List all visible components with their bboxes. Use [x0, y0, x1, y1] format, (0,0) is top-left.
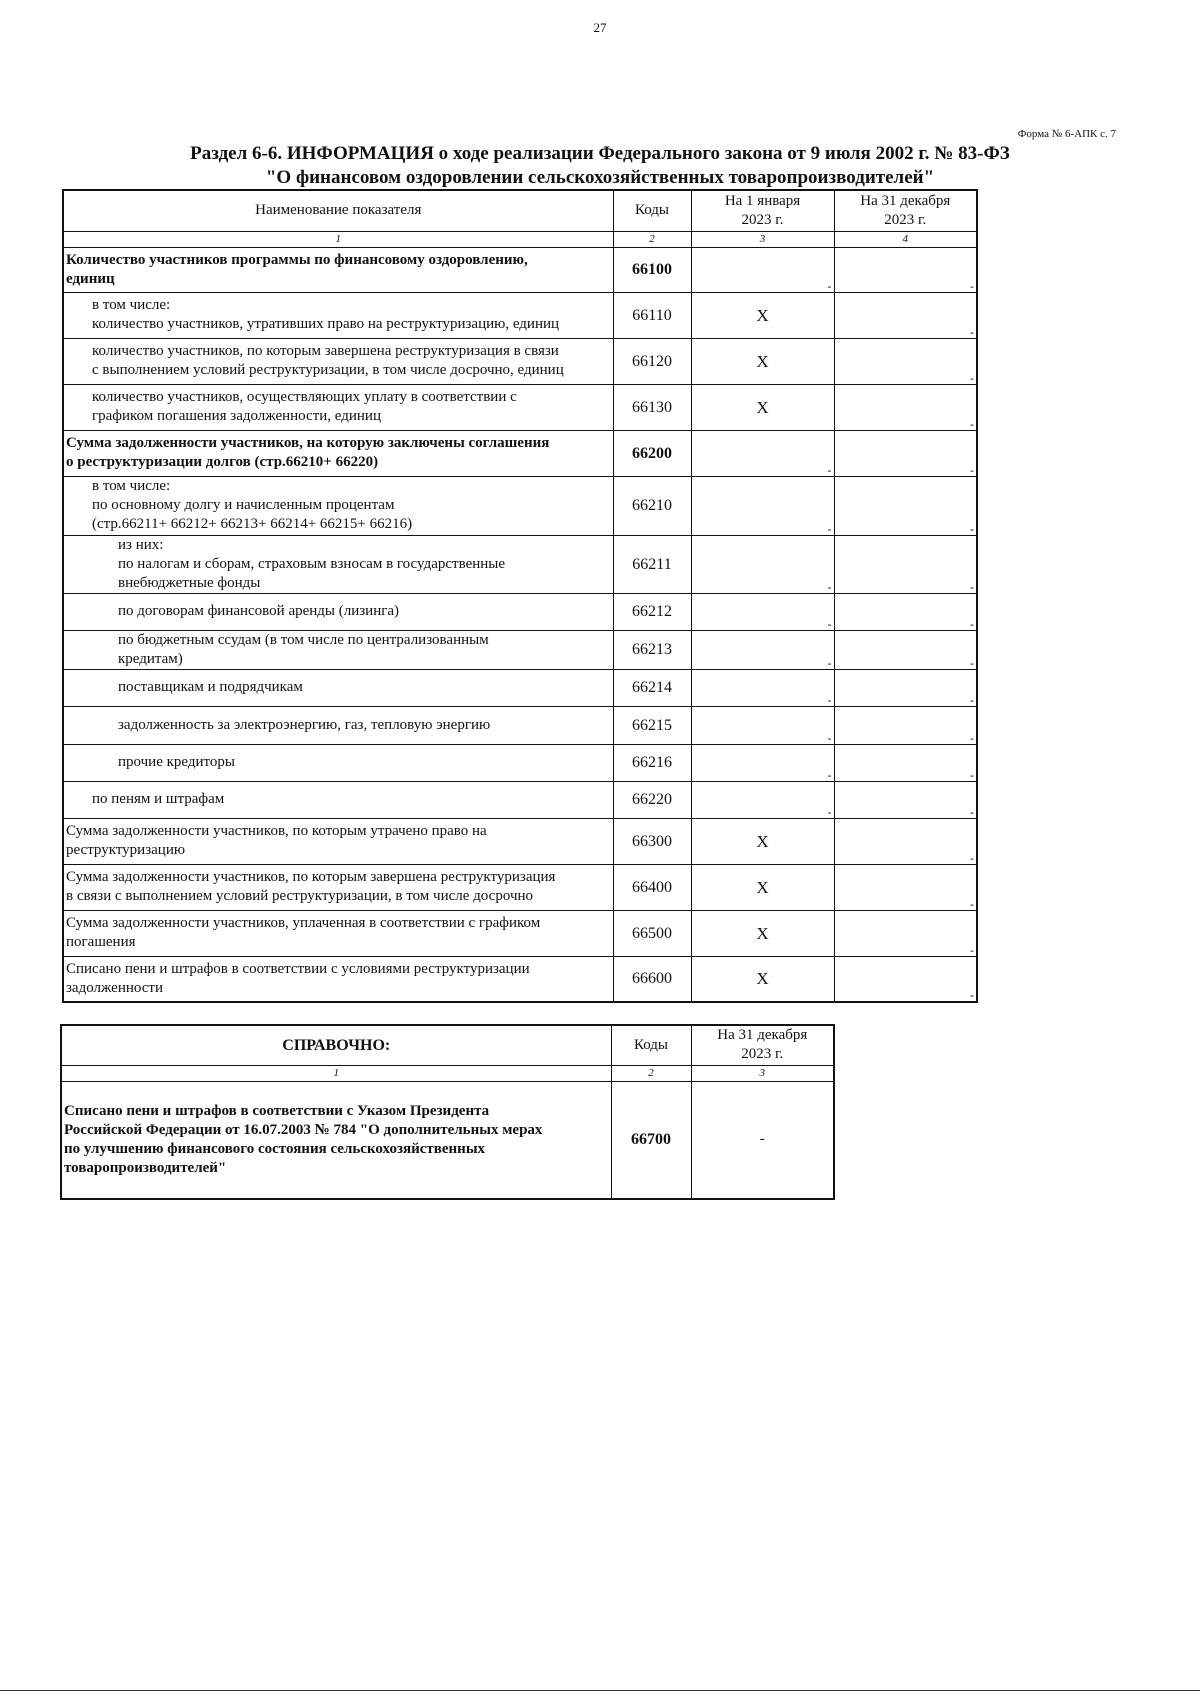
value-cell-jan1: X [691, 910, 834, 956]
row-code: 66100 [613, 247, 691, 292]
row-name-line: погашения [66, 934, 136, 950]
row-code: 66211 [613, 535, 691, 593]
value-cell-jan1: X [691, 956, 834, 1002]
value-cell-jan1[interactable] [691, 247, 834, 292]
table-row [63, 706, 977, 744]
value-cell-dec31[interactable] [834, 669, 977, 706]
ref-column-number-row [61, 1065, 834, 1081]
value-cell-jan1: X [691, 864, 834, 910]
row-name-line: количество участников, осуществляющих уплату в соответствии с [92, 389, 517, 405]
row-name-line: количество участников, утративших право на реструктуризацию, единиц [92, 316, 560, 332]
row-name-line: по бюджетным ссудам (в том числе по централизованным [118, 631, 489, 648]
ref-row-name-line: Российской Федерации от 16.07.2003 № 784 "О дополнительных мерах [64, 1121, 543, 1138]
row-name-line: в том числе: [92, 297, 171, 313]
row-name [63, 669, 613, 706]
row-name-line: прочие кредиторы [118, 754, 235, 770]
row-code: 66130 [613, 384, 691, 430]
row-code: 66212 [613, 593, 691, 630]
value-cell-dec31[interactable] [834, 476, 977, 535]
row-name [63, 292, 613, 338]
row-name-line: Сумма задолженности участников, уплаченная в соответствии с графиком [66, 915, 541, 931]
row-name [63, 593, 613, 630]
section-title-line1: Раздел 6-6. ИНФОРМАЦИЯ о ходе реализации Федерального закона от 9 июля 2002 г. № 83-ФЗ [190, 143, 1010, 164]
value-cell-jan1[interactable] [691, 593, 834, 630]
row-name [63, 818, 613, 864]
table-row [63, 476, 977, 535]
row-name-line: Количество участников программы по финансовому оздоровлению, [66, 251, 528, 268]
value-cell-jan1[interactable] [691, 630, 834, 669]
value-cell-dec31[interactable] [834, 864, 977, 910]
ref-row-name [61, 1081, 611, 1199]
row-name-line: Списано пени и штрафов в соответствии с условиями реструктуризации [66, 960, 530, 977]
value-cell-jan1[interactable] [691, 430, 834, 476]
table-row [63, 292, 977, 338]
row-name-line: в связи с выполнением условий реструктуризации, в том числе досрочно [66, 888, 534, 904]
column-number: 1 [63, 231, 613, 247]
ref-header-dec31-line2: 2023 г. [741, 1046, 784, 1063]
value-cell-dec31[interactable] [834, 535, 977, 593]
ref-header-row [61, 1025, 834, 1065]
row-name [63, 338, 613, 384]
table-row [63, 338, 977, 384]
value-cell-jan1: X [691, 338, 834, 384]
row-code: 66220 [613, 781, 691, 818]
value-cell-dec31[interactable] [834, 630, 977, 669]
value-cell-dec31[interactable] [834, 292, 977, 338]
row-name [63, 430, 613, 476]
header-jan1-line2: 2023 г. [741, 211, 784, 228]
row-name-line: по налогам и сборам, страховым взносам в государственные [118, 555, 506, 572]
row-code: 66214 [613, 669, 691, 706]
row-name [63, 781, 613, 818]
value-cell-dec31[interactable] [834, 593, 977, 630]
row-name-line: количество участников, по которым завершена реструктуризация в связи [92, 343, 559, 359]
table-row [63, 744, 977, 781]
ref-header-dec31-line1: На 31 декабря [717, 1027, 808, 1044]
value-cell-jan1[interactable] [691, 744, 834, 781]
row-name-line: Сумма задолженности участников, на которую заключены соглашения [66, 435, 550, 451]
value-cell-dec31[interactable] [834, 706, 977, 744]
row-code: 66400 [613, 864, 691, 910]
row-name-line: по основному долгу и начисленным процентам [92, 497, 395, 513]
value-cell-jan1[interactable] [691, 669, 834, 706]
row-name [63, 630, 613, 669]
row-name [63, 864, 613, 910]
value-cell-dec31[interactable] [834, 818, 977, 864]
row-name-line: с выполнением условий реструктуризации, в том числе досрочно, единиц [92, 362, 564, 378]
row-code: 66215 [613, 706, 691, 744]
table-row [63, 956, 977, 1002]
row-name [63, 910, 613, 956]
table-row [63, 910, 977, 956]
value-cell-dec31[interactable] [834, 430, 977, 476]
row-code: 66300 [613, 818, 691, 864]
header-row [63, 190, 977, 231]
value-cell-dec31[interactable] [834, 338, 977, 384]
row-name-line: в том числе: [92, 478, 171, 494]
table-row [63, 384, 977, 430]
value-cell-dec31[interactable] [834, 384, 977, 430]
value-cell-dec31[interactable] [834, 781, 977, 818]
row-name [63, 956, 613, 1002]
header-dec31 [834, 190, 977, 231]
column-number: 3 [691, 231, 834, 247]
row-name-line: Сумма задолженности участников, по которым завершена реструктуризация [66, 869, 556, 885]
row-name [63, 384, 613, 430]
row-name-line: по договорам финансовой аренды (лизинга) [118, 603, 400, 619]
value-cell-jan1: X [691, 818, 834, 864]
main-table [62, 189, 978, 1003]
row-name-line: задолженности [66, 979, 163, 996]
reference-table [60, 1024, 835, 1200]
row-name-line: (стр.66211+ 66212+ 66213+ 66214+ 66215+ 66216) [92, 516, 413, 532]
row-name [63, 706, 613, 744]
row-name [63, 535, 613, 593]
header-dec31-line1: На 31 декабря [860, 192, 951, 209]
value-cell-jan1[interactable] [691, 781, 834, 818]
column-number-row [63, 231, 977, 247]
row-name-line: по пеням и штрафам [92, 791, 225, 807]
value-cell-jan1[interactable] [691, 535, 834, 593]
header-name: Наименование показателя [63, 190, 613, 231]
ref-table-row [61, 1081, 834, 1199]
ref-row-code: 66700 [611, 1081, 691, 1199]
value-cell-dec31[interactable] [834, 956, 977, 1002]
value-cell-jan1: X [691, 292, 834, 338]
table-row [63, 630, 977, 669]
header-jan1 [691, 190, 834, 231]
row-name-line: графиком погашения задолженности, единиц [92, 408, 381, 424]
row-name-line: из них: [118, 536, 164, 553]
table-row [63, 781, 977, 818]
value-cell-dec31[interactable] [834, 247, 977, 292]
row-code: 66213 [613, 630, 691, 669]
value-cell-jan1: X [691, 384, 834, 430]
column-number: 2 [611, 1065, 691, 1081]
value-cell-jan1[interactable] [691, 476, 834, 535]
page-number: 27 [593, 20, 607, 35]
table-row [63, 818, 977, 864]
row-code: 66600 [613, 956, 691, 1002]
row-name-line: задолженность за электроэнергию, газ, тепловую энергию [118, 716, 491, 733]
page-bottom-divider [0, 1690, 1200, 1691]
header-dec31-line2: 2023 г. [884, 211, 927, 228]
row-code: 66210 [613, 476, 691, 535]
table-row [63, 430, 977, 476]
row-code: 66500 [613, 910, 691, 956]
table-row [63, 864, 977, 910]
value-cell-dec31[interactable] [834, 744, 977, 781]
ref-row-name-line: по улучшению финансового состояния сельскохозяйственных [64, 1140, 486, 1157]
section-title [0, 142, 1200, 190]
ref-row-name-line: товаропроизводителей" [64, 1159, 227, 1176]
row-name-line: реструктуризацию [66, 842, 186, 858]
column-number: 1 [61, 1065, 611, 1081]
ref-header-dec31 [691, 1025, 834, 1065]
table-row [63, 669, 977, 706]
row-name [63, 744, 613, 781]
row-name [63, 247, 613, 292]
row-code: 66120 [613, 338, 691, 384]
table-row [63, 247, 977, 292]
column-number: 4 [834, 231, 977, 247]
column-number: 2 [613, 231, 691, 247]
row-name-line: Сумма задолженности участников, по которым утрачено право на [66, 823, 487, 839]
ref-header-name: СПРАВОЧНО: [61, 1025, 611, 1065]
value-cell-jan1[interactable] [691, 706, 834, 744]
row-name [63, 476, 613, 535]
row-name-line: внебюджетные фонды [118, 574, 261, 591]
column-number: 3 [691, 1065, 834, 1081]
ref-header-codes: Коды [611, 1025, 691, 1065]
section-title-line2: "О финансовом оздоровлении сельскохозяйственных товаропроизводителей" [265, 167, 935, 188]
header-codes: Коды [613, 190, 691, 231]
row-name-line: о реструктуризации долгов (стр.66210+ 66220) [66, 454, 379, 470]
table-row [63, 535, 977, 593]
value-cell-dec31[interactable] [834, 910, 977, 956]
table-row [63, 593, 977, 630]
row-code: 66216 [613, 744, 691, 781]
form-label: Форма № 6-АПК с. 7 [1017, 128, 1116, 140]
row-name-line: кредитам) [118, 650, 183, 667]
ref-value-cell[interactable]: - [691, 1081, 834, 1199]
row-code: 66200 [613, 430, 691, 476]
ref-row-name-line: Списано пени и штрафов в соответствии с Указом Президента [64, 1102, 490, 1119]
header-jan1-line1: На 1 января [724, 192, 801, 209]
row-name-line: поставщикам и подрядчикам [118, 679, 303, 695]
row-name-line: единиц [66, 270, 115, 287]
row-code: 66110 [613, 292, 691, 338]
